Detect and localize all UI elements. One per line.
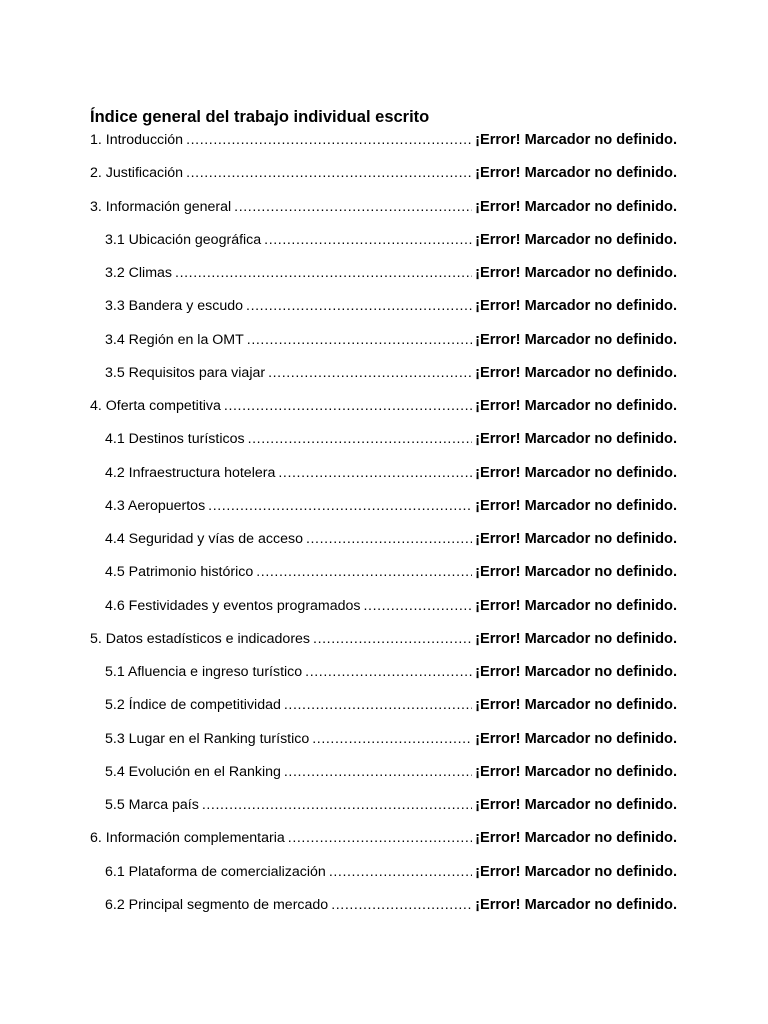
toc-entry-label: 4. Oferta competitiva (90, 398, 221, 414)
toc-entry-label: 5.4 Evolución en el Ranking (105, 763, 281, 780)
dot-leader (186, 163, 472, 183)
toc-entry-page-ref: ¡Error! Marcador no definido. (475, 763, 677, 780)
toc-entry-page-ref: ¡Error! Marcador no definido. (475, 797, 677, 813)
toc-entry-label: 4.1 Destinos turísticos (105, 431, 245, 448)
toc-entry-page-ref: ¡Error! Marcador no definido. (475, 497, 677, 514)
dot-leader (186, 130, 472, 150)
toc-entry-label: 5.2 Índice de competitividad (105, 697, 281, 714)
dot-leader (246, 296, 472, 316)
toc-entry[interactable] (105, 795, 677, 815)
toc-entry-page-ref: ¡Error! Marcador no definido. (475, 331, 677, 348)
toc-entry[interactable] (90, 396, 677, 416)
toc-entry[interactable] (90, 828, 677, 848)
toc-entry-page-ref: ¡Error! Marcador no definido. (475, 896, 677, 913)
toc-entry-label: 4.6 Festividades y eventos programados (105, 597, 361, 614)
toc-entry[interactable] (105, 496, 677, 516)
dot-leader (364, 596, 473, 616)
dot-leader (305, 662, 472, 682)
toc-entry-label: 3.5 Requisitos para viajar (105, 364, 266, 381)
dot-leader (284, 695, 472, 715)
toc-entry-page-ref: ¡Error! Marcador no definido. (475, 364, 677, 381)
toc-entry-page-ref: ¡Error! Marcador no definido. (475, 630, 677, 647)
toc-entry[interactable] (105, 330, 677, 350)
dot-leader (268, 363, 472, 383)
toc-entry[interactable] (105, 662, 677, 682)
toc-entry[interactable] (105, 296, 677, 316)
dot-leader (264, 230, 472, 250)
toc-entry-label: 2. Justificación (90, 165, 184, 182)
toc-entry[interactable] (105, 230, 677, 250)
toc-entry-label: 5.5 Marca país (105, 797, 199, 813)
toc-entry-page-ref: ¡Error! Marcador no definido. (475, 398, 677, 414)
toc-entry-label: 5.1 Afluencia e ingreso turístico (105, 664, 303, 680)
dot-leader (312, 729, 472, 749)
toc-entry-label: 6.1 Plataforma de comercialización (105, 863, 326, 880)
dot-leader (284, 762, 472, 782)
toc-entry[interactable] (105, 263, 677, 283)
dot-leader (256, 562, 472, 582)
toc-entry-page-ref: ¡Error! Marcador no definido. (475, 298, 677, 315)
dot-leader (202, 795, 472, 815)
toc-entry-label: 3.1 Ubicación geográfica (105, 231, 262, 248)
dot-leader (278, 463, 472, 483)
toc-entry[interactable] (105, 429, 677, 449)
toc-entry-label: 3.3 Bandera y escudo (105, 298, 244, 315)
toc-entry-label: 6.2 Principal segmento de mercado (105, 896, 329, 913)
toc-entry-page-ref: ¡Error! Marcador no definido. (475, 464, 677, 481)
toc-title: Índice general del trabajo individual escrito (90, 108, 430, 126)
dot-leader (234, 197, 472, 217)
toc-entry-page-ref: ¡Error! Marcador no definido. (475, 597, 677, 614)
toc-entry-page-ref: ¡Error! Marcador no definido. (475, 165, 677, 182)
toc-entry-label: 6. Información complementaria (90, 830, 285, 847)
toc-entry-page-ref: ¡Error! Marcador no definido. (475, 265, 677, 281)
dot-leader (224, 396, 472, 416)
toc-entry-label: 3.4 Región en la OMT (105, 331, 244, 348)
dot-leader (329, 862, 472, 882)
toc-entry-label: 3. Información general (90, 198, 232, 215)
toc-entry-page-ref: ¡Error! Marcador no definido. (475, 132, 677, 148)
toc-entry[interactable] (105, 596, 677, 616)
dot-leader (248, 429, 473, 449)
toc-entry-page-ref: ¡Error! Marcador no definido. (475, 664, 677, 680)
toc-entry-page-ref: ¡Error! Marcador no definido. (475, 564, 677, 581)
dot-leader (331, 895, 472, 915)
toc-entry-label: 5.3 Lugar en el Ranking turístico (105, 730, 310, 747)
dot-leader (288, 828, 472, 848)
dot-leader (313, 629, 472, 649)
toc-entry-label: 3.2 Climas (105, 265, 173, 281)
toc-entry[interactable] (90, 629, 677, 649)
toc-entry[interactable] (105, 762, 677, 782)
toc-entry[interactable] (105, 895, 677, 915)
dot-leader (247, 330, 472, 350)
toc-entry[interactable] (105, 562, 677, 582)
toc-entry-label: 4.4 Seguridad y vías de acceso (105, 531, 303, 547)
toc-entry[interactable] (105, 862, 677, 882)
toc-entry[interactable] (90, 163, 677, 183)
dot-leader (208, 496, 472, 516)
toc-entry-label: 5. Datos estadísticos e indicadores (90, 630, 311, 647)
toc-entry[interactable] (105, 729, 677, 749)
toc-entry-label: 4.3 Aeropuertos (105, 497, 206, 514)
toc-entry-page-ref: ¡Error! Marcador no definido. (475, 730, 677, 747)
toc-entry-page-ref: ¡Error! Marcador no definido. (475, 863, 677, 880)
toc-entry[interactable] (90, 197, 677, 217)
toc-entry-label: 4.5 Patrimonio histórico (105, 564, 254, 581)
toc-entry-page-ref: ¡Error! Marcador no definido. (475, 830, 677, 847)
toc-entry-page-ref: ¡Error! Marcador no definido. (475, 531, 677, 547)
toc-entry[interactable] (105, 363, 677, 383)
dot-leader (175, 263, 472, 283)
toc-entry[interactable] (90, 130, 677, 150)
toc-entry[interactable] (105, 463, 677, 483)
toc-entry-label: 1. Introducción (90, 132, 184, 148)
toc-entry-label: 4.2 Infraestructura hotelera (105, 464, 276, 481)
toc-entry-page-ref: ¡Error! Marcador no definido. (475, 431, 677, 448)
toc-entry[interactable] (105, 529, 677, 549)
toc-entry-page-ref: ¡Error! Marcador no definido. (475, 231, 677, 248)
toc-entry-page-ref: ¡Error! Marcador no definido. (475, 198, 677, 215)
toc-entry-page-ref: ¡Error! Marcador no definido. (475, 697, 677, 714)
toc-entry[interactable] (105, 695, 677, 715)
dot-leader (306, 529, 472, 549)
